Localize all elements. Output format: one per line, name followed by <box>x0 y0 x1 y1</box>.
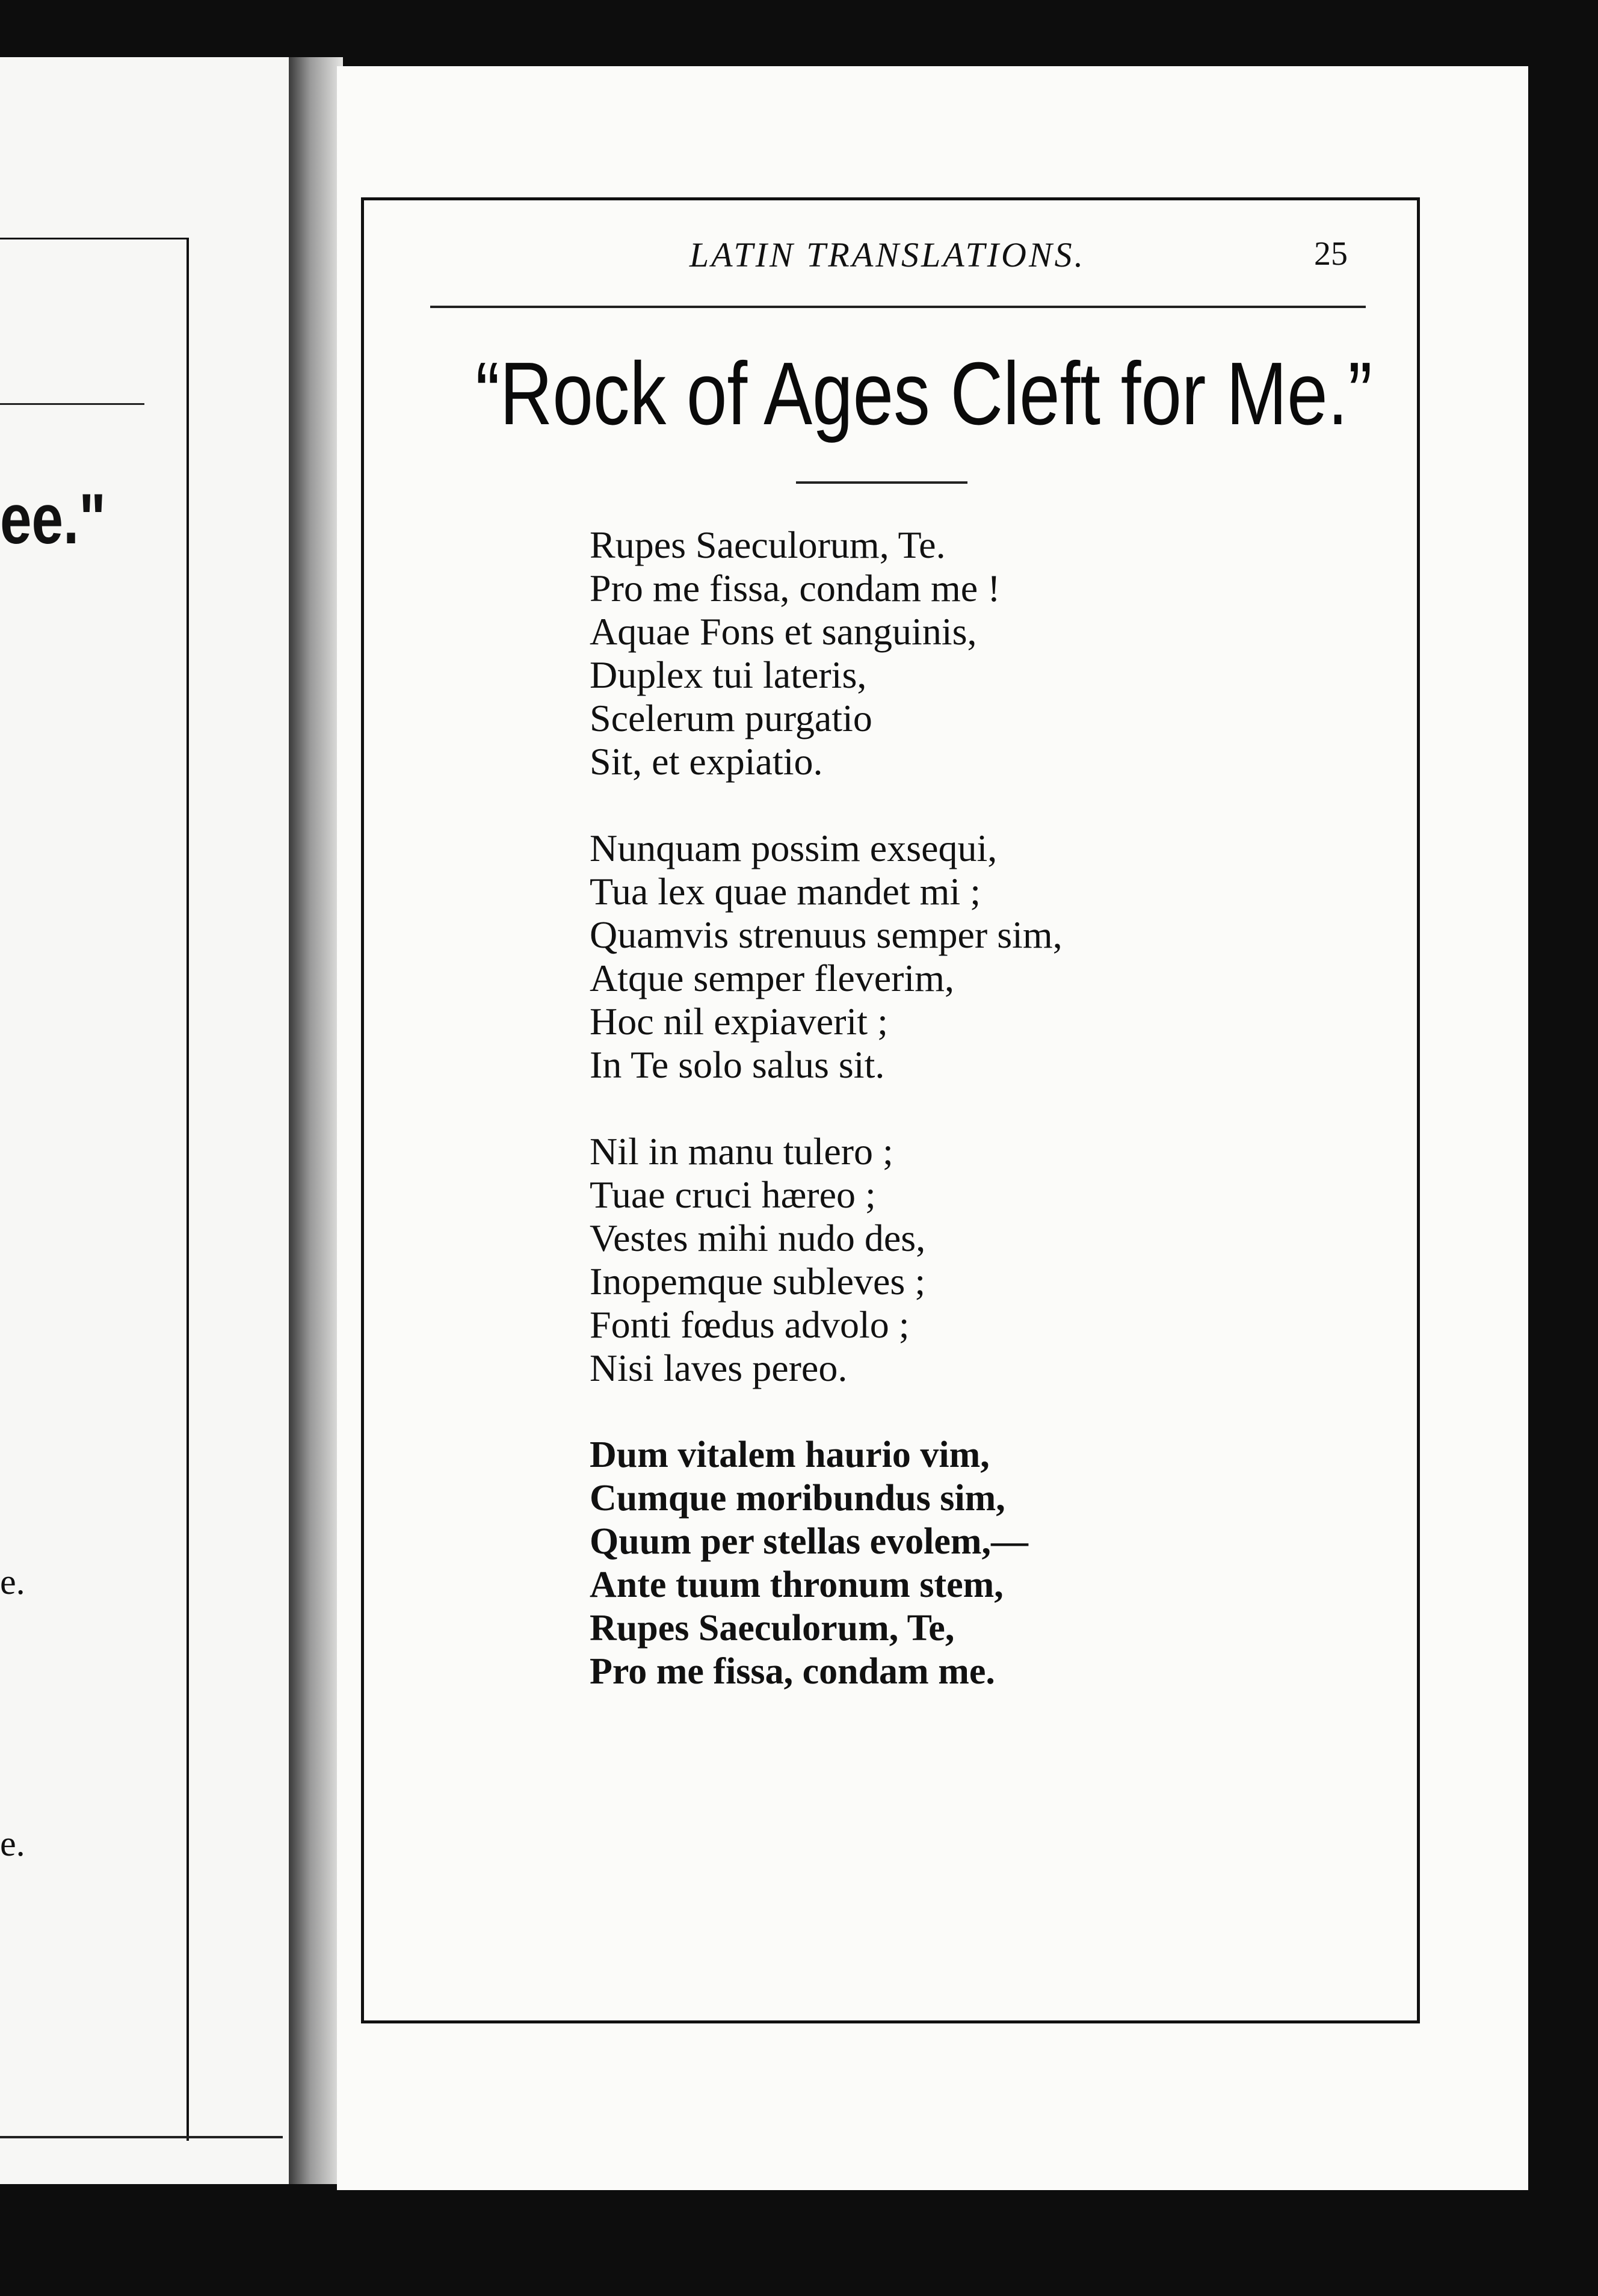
verse-line: Nunquam possim exsequi, <box>590 827 998 869</box>
previous-page <box>0 57 292 2184</box>
current-page <box>337 66 1528 2190</box>
header-rule <box>430 306 1366 308</box>
verse-line: Vestes mihi nudo des, <box>590 1217 926 1259</box>
verse-line: Rupes Saeculorum, Te, <box>590 1608 955 1649</box>
hymn-verses <box>590 523 1251 1736</box>
verse-line: Dum vitalem haurio vim, <box>590 1434 990 1475</box>
verse-line: Pro me fissa, condam me. <box>590 1651 995 1692</box>
verse-line: Quamvis strenuus semper sim, <box>590 913 1063 956</box>
verse-line: Quum per stellas evolem,— <box>590 1521 1029 1562</box>
verse-line: Fonti fœdus advolo ; <box>590 1303 910 1346</box>
verse-line: Atque semper fleverim, <box>590 957 954 999</box>
verse-line: Aquae Fons et sanguinis, <box>590 610 977 653</box>
stanza-4 <box>590 1433 1251 1693</box>
verse-line: In Te solo salus sit. <box>590 1043 885 1086</box>
previous-page-rule <box>0 403 144 405</box>
stanza-1 <box>590 523 1251 783</box>
verse-line: Hoc nil expiaverit ; <box>590 1000 888 1043</box>
verse-line: Sit, et expiatio. <box>590 740 823 783</box>
previous-page-text-fragment: e. <box>0 1824 25 1863</box>
running-head: LATIN TRANSLATIONS. <box>689 235 1086 274</box>
page-header <box>427 235 1348 289</box>
verse-line: Tuae cruci hæreo ; <box>590 1173 876 1216</box>
previous-page-text-fragment: e. <box>0 1562 25 1602</box>
title-rule <box>796 481 967 484</box>
verse-line: Inopemque subleves ; <box>590 1260 926 1303</box>
verse-line: Duplex tui lateris, <box>590 653 867 696</box>
previous-page-title-fragment: ee." <box>0 480 106 559</box>
verse-line: Nil in manu tulero ; <box>590 1130 893 1173</box>
verse-line: Scelerum purgatio <box>590 697 872 739</box>
verse-line: Pro me fissa, condam me ! <box>590 567 1001 609</box>
verse-line: Tua lex quae mandet mi ; <box>590 870 981 913</box>
verse-line: Nisi laves pereo. <box>590 1347 848 1389</box>
verse-line: Ante tuum thronum stem, <box>590 1564 1004 1605</box>
previous-page-bottom-rule <box>0 2136 283 2138</box>
hymn-title: “Rock of Ages Cleft for Me.” <box>475 344 1372 443</box>
stanza-3 <box>590 1130 1251 1390</box>
stanza-2 <box>590 827 1251 1087</box>
page-number: 25 <box>1314 235 1348 273</box>
verse-line: Cumque moribundus sim, <box>590 1478 1005 1519</box>
verse-line: Rupes Saeculorum, Te. <box>590 523 946 566</box>
